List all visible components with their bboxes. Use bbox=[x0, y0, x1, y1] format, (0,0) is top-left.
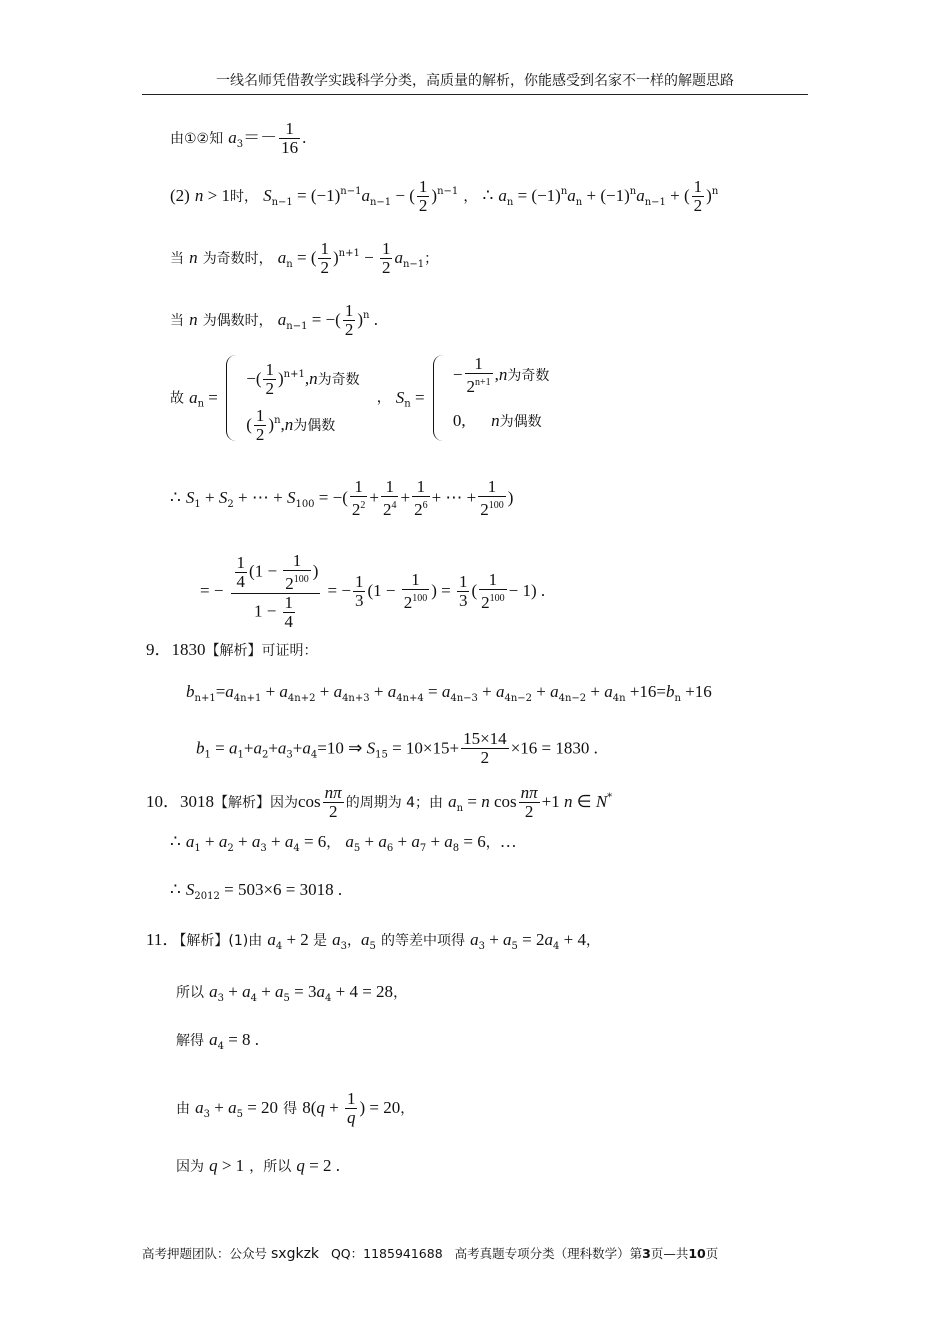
solution-line: 解得 $a_4 = 8$ . bbox=[176, 1030, 260, 1052]
solution-line: 由 $a_3 + a_5 = 20$ 得 8(q + $\frac{1}{q}$ ) = 20， bbox=[176, 1089, 415, 1127]
solution-line: $b_{n+1}=a_{4n+1} + a_{4n+2} + a_{4n+3} + a_{4n+4} = a_{4n-3} + a_{4n-2} + a_{4n-2} + a_{4n} +16=b_n +16$ bbox=[186, 682, 712, 704]
solution-line: 由①②知 $a_3=-$ $\frac{1}{16}$ . bbox=[170, 119, 307, 157]
page-total: 10 bbox=[688, 1246, 706, 1261]
solution-line: = − $\frac{1}{4}$ (1 − $\frac{1}{2^{100}}$ ) 1 − $\frac{1}{4}$ = − $\frac{1}{3}$ (1 − $\frac{1}{2^{100}}$ ) = $\frac{1}{3}$ ( $\frac{1}{2^{100}}$ − 1) . bbox=[200, 551, 546, 631]
solution-line: 因为 q > 1 ，所以 q = 2 . bbox=[176, 1156, 340, 1175]
question-9-header: 9．1830【解析】可证明： bbox=[146, 640, 318, 659]
question-10-header: 10．3018【解析】因为cos $\frac{n\pi}{2}$ 的周期为 4；由 $a_n = n$ cos $\frac{n\pi}{2}$ +1 n ∈ N* bbox=[146, 783, 613, 821]
solution-line: 当 n 为偶数时， $a_{n-1}$ = −( $\frac{1}{2}$ )$^n$ . bbox=[170, 301, 378, 339]
question-11-header: 11．【解析】(1)由 $a_4 + 2$ 是 $a_3$，$a_5$ 的等差中项得 $a_3 + a_5 = 2a_4 + 4$， bbox=[146, 930, 600, 952]
solution-line: 所以 $a_3 + a_4 + a_5 = 3a_4 + 4 = 28$， bbox=[176, 982, 408, 1004]
page-header: 一线名师凭借教学实践科学分类，高质量的解析，你能感受到名家不一样的解题思路 bbox=[216, 73, 734, 89]
solution-line: ∴ $a_1 + a_2 + a_3 + a_4 = 6$， $a_5 + a_6 + a_7 + a_8 = 6$，… bbox=[170, 832, 517, 854]
solution-line: 当 n 为奇数时， $a_n$ = ( $\frac{1}{2}$ )$^{n+1}$ − $\frac{1}{2}$ $a_{n-1}$； bbox=[170, 239, 439, 277]
solution-line: $b_1 = a_1+a_2+a_3+a_4=10$ ⇒ $S_{15} = 10\times 15+$ $\frac{15\times 14}{2}$ ×16 = 1830 . bbox=[196, 729, 598, 767]
solution-line: ∴ $S_1 + S_2$ + ⋯ + $S_{100}$ = −( $\frac{1}{2^2}$ + $\frac{1}{2^4}$ + $\frac{1}{2^6}$ + ⋯ + $\frac{1}{2^{100}}$ ) bbox=[170, 477, 514, 519]
header-divider bbox=[142, 94, 808, 95]
solution-line: (2) n > 1时， $S_{n-1} = (-1)^{n-1}a_{n-1}$ − ( $\frac{1}{2}$ )$^{n-1}$ ， ∴ $a_n = (-1)^na_n + (-1)^na_{n-1}$ + ( $\frac{1}{2}$ )$^n$ bbox=[170, 177, 719, 215]
page-number: 3 bbox=[642, 1246, 651, 1261]
page-footer: 高考押题团队：公众号 sxgkzk QQ：1185941688 高考真题专项分类（理科数学）第3页—共10页 bbox=[142, 1246, 719, 1262]
brand-name: sxgkzk bbox=[271, 1246, 320, 1262]
piecewise-definition: 故 $a_n$ = −( $\frac{1}{2}$ )$^{n+1}$,n为奇数 ( $\frac{1}{2}$ )$^n$,n为偶数 ， $S_n$ = − $\frac{1}{2^{n+1}}$ ,n为奇数 0, n为偶数 bbox=[170, 354, 550, 444]
solution-line: ∴ $S_{2012} = 503\times 6 = 3018$ . bbox=[170, 880, 343, 902]
qq-number: 1185941688 bbox=[363, 1246, 443, 1261]
